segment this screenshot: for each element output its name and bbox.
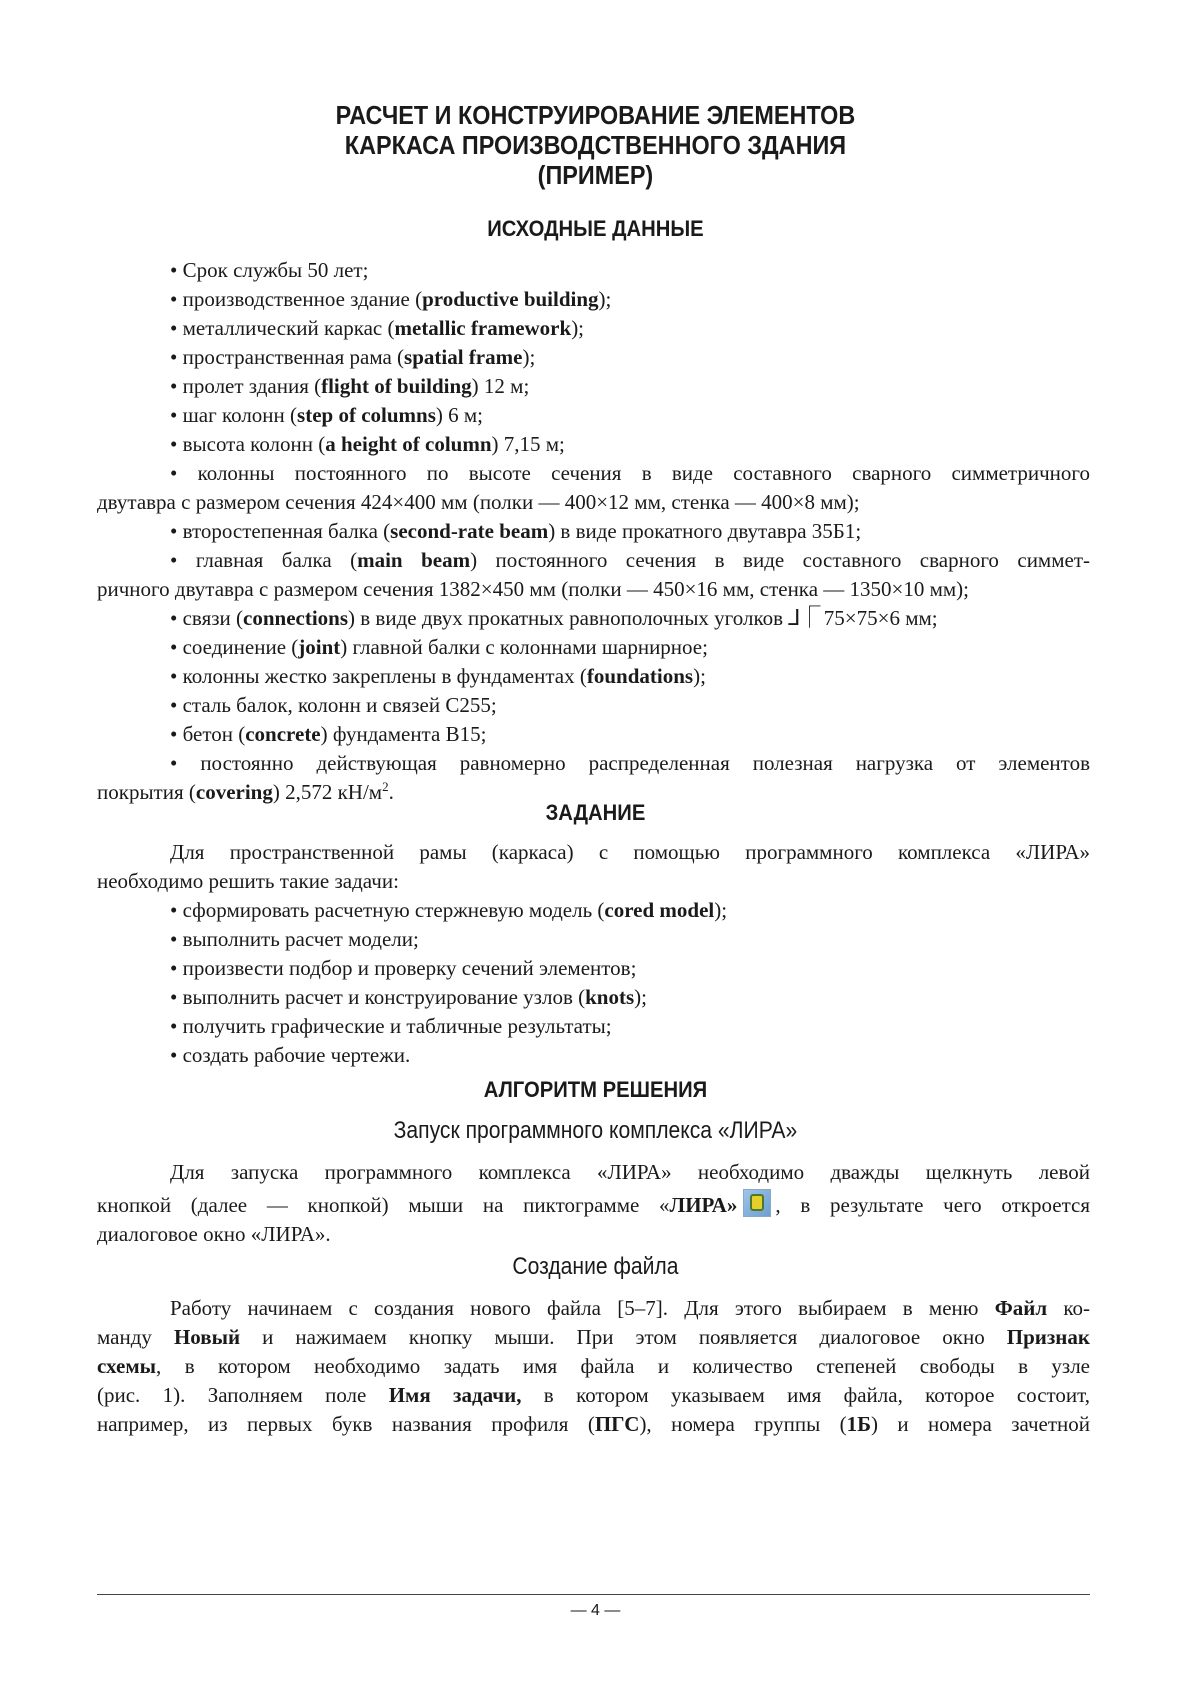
- subheading-create-file: Создание файла: [512, 1253, 679, 1280]
- heading-algorithm: АЛГОРИТМ РЕШЕНИЯ: [483, 1077, 708, 1102]
- heading-task: ЗАДАНИЕ: [545, 800, 646, 825]
- list-item: • произвести подбор и проверку сечений элементов;: [170, 956, 637, 980]
- list-item: • соединение (joint) главной балки с колоннами шарнирное;: [170, 635, 708, 659]
- document-title: [60, 100, 1132, 190]
- title-line-1: РАСЧЕТ И КОНСТРУИРОВАНИЕ ЭЛЕМЕНТОВ: [335, 100, 856, 130]
- list-item: • колонны жестко закреплены в фундаментах (foundations);: [170, 664, 706, 688]
- list-item: • выполнить расчет и конструирование узлов (knots);: [170, 985, 647, 1009]
- list-item: • создать рабочие чертежи.: [170, 1043, 411, 1067]
- title-line-3: (ПРИМЕР): [537, 160, 654, 190]
- list-item: • сталь балок, колонн и связей С255;: [170, 693, 497, 717]
- list-item: • выполнить расчет модели;: [170, 927, 419, 951]
- list-item: • пролет здания (flight of building) 12 м;: [170, 374, 530, 398]
- initial-data-list: [97, 256, 1090, 807]
- footer-divider: [97, 1594, 1090, 1595]
- subheading-launch: Запуск программного комплекса «ЛИРА»: [393, 1117, 798, 1144]
- create-file-paragraph: Работу начинаем с создания нового файла [5–7]. Для этого выбираем в меню Файл ко- манду Новый и нажимаем кнопку мыши. При этом появляется диалоговое окно Признак схемы, в котором необходимо задать имя файла и количество степеней свободы в узле (рис. 1). Заполняем поле Имя задачи, в котором указываем имя файла, которое состоит, например, из первых букв названия профиля (ПГС), номера группы (1Б) и номера зачетной: [97, 1296, 1091, 1436]
- list-item: • производственное здание (productive building);: [170, 287, 612, 311]
- list-item: • бетон (concrete) фундамента В15;: [170, 722, 487, 746]
- list-item: • получить графические и табличные результаты;: [170, 1014, 612, 1038]
- title-line-2: КАРКАСА ПРОИЗВОДСТВЕННОГО ЗДАНИЯ: [344, 130, 847, 160]
- list-item: • второстепенная балка (second-rate beam) в виде прокатного двутавра 35Б1;: [170, 519, 862, 543]
- double-angle-symbol: ⅃⎾: [788, 606, 819, 631]
- list-item: • главная балка (main beam) постоянного сечения в виде составного сварного симмет- ричного двутавра с размером сечения 1382×450 мм (полки — 450×16 мм, стенка — 1350×10 мм);: [97, 548, 1090, 601]
- list-item: • сформировать расчетную стержневую модель (cored model);: [170, 898, 728, 922]
- heading-initial-data: ИСХОДНЫЕ ДАННЫЕ: [487, 216, 704, 241]
- list-item: • металлический каркас (metallic framework);: [170, 316, 585, 340]
- launch-paragraph: Для запуска программного комплекса «ЛИРА» необходимо дважды щелкнуть левой кнопкой (далее — кнопкой) мыши на пиктограмме «ЛИРА» , в результате чего откроется диалоговое окно «ЛИРА».: [97, 1160, 1090, 1246]
- list-item: • высота колонн (a height of column) 7,15 м;: [170, 432, 565, 456]
- task-section: [97, 838, 1090, 1070]
- list-item: • постоянно действующая равномерно распределенная полезная нагрузка от элементов покрытия (covering) 2,572 $кН/м^2$.: [97, 751, 1090, 804]
- page-number: — 4 —: [570, 1602, 621, 1619]
- list-item: • связи (connections) в виде двух прокатных равнополочных уголков ⅃⎾ 75×75×6 мм;: [170, 606, 938, 631]
- task-paragraph: Для пространственной рамы (каркаса) с помощью программного комплекса «ЛИРА» необходимо решить такие задачи:: [97, 840, 1090, 893]
- list-item: • Срок службы 50 лет;: [170, 258, 369, 282]
- list-item: • пространственная рама (spatial frame);: [170, 345, 536, 369]
- list-item: • колонны постоянного по высоте сечения в виде составного сварного симметричного двутавра с размером сечения 424×400 мм (полки — 400×12 мм, стенка — 400×8 мм);: [97, 461, 1090, 514]
- lira-program-icon: [743, 1189, 771, 1217]
- list-item: • шаг колонн (step of columns) 6 м;: [170, 403, 483, 427]
